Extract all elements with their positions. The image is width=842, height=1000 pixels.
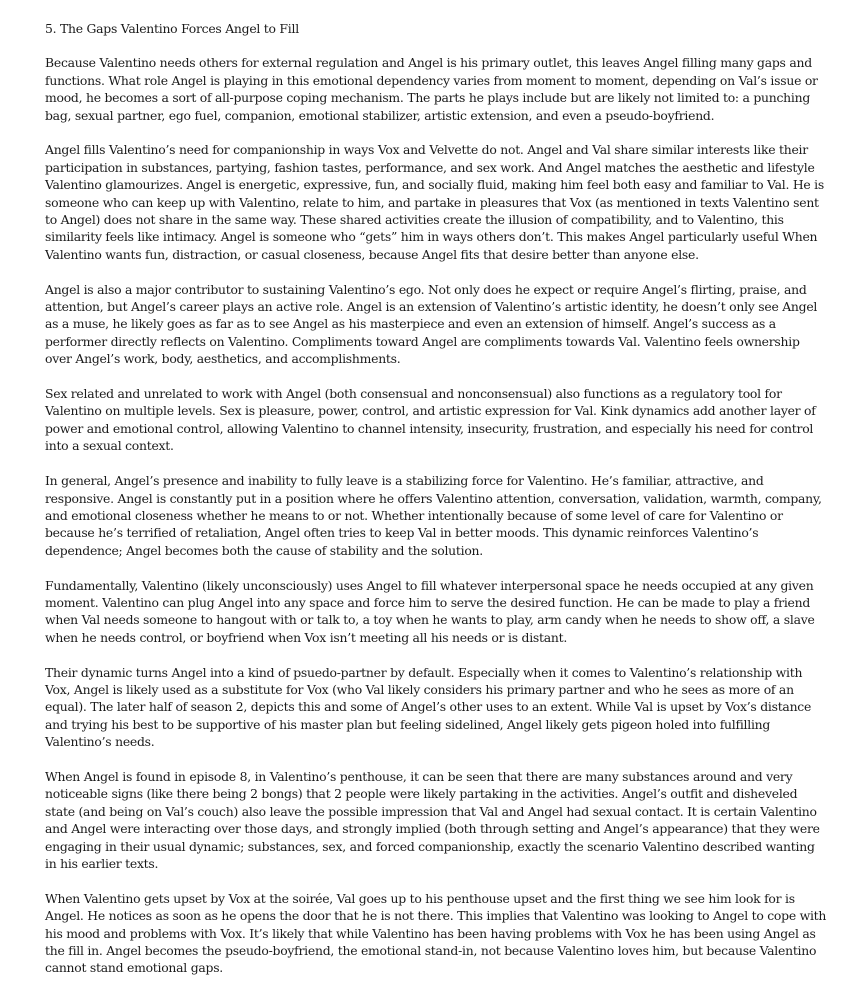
paragraph: Sex related and unrelated to work with Angel (both consensual and nonconsensual) also functions as a regulatory tool for Valentino on multiple levels. Sex is pleasure, power, control, and artistic expression for Val. Kink dynamics add another layer of power and emotional control, allowing Valentino to channel intensity, insecurity, frustration, and especially his need for control into a sexual context. [45, 386, 816, 454]
paragraph: When Angel is found in episode 8, in Valentino’s penthouse, it can be seen that there are many substances around and very noticeable signs (like there being 2 bongs) that 2 people were likely partaking in the activities. Angel’s outfit and disheveled state (and being on Val’s couch) also leave the possible impression that Val and Angel had sexual contact. It is certain Valentino and Angel were interacting over those days, and strongly implied (both through setting and Angel’s appearance) that they were engaging in their usual dynamic; substances, sex, and forced companionship, exactly the scenario Valentino described wanting in his earlier texts. [45, 768, 820, 871]
paragraph: Fundamentally, Valentino (likely unconsciously) uses Angel to fill whatever interpersonal space he needs occupied at any given moment. Valentino can plug Angel into any space and force him to serve the desired function. He can be made to play a friend when Val needs someone to hangout with or talk to, a toy when he wants to play, arm candy when he needs to show off, a slave when he needs control, or boyfriend when Vox isn’t meeting all his needs or is distant. [45, 577, 815, 645]
paragraph: Because Valentino needs others for external regulation and Angel is his primary outlet, this leaves Angel filling many gaps and functions. What role Angel is playing in this emotional dependency varies from moment to moment, depending on Val’s issue or mood, he becomes a sort of all-purpose coping mechanism. The parts he plays include but are likely not limited to: a punching bag, sexual partner, ego fuel, companion, emotional stabilizer, artistic extension, and even a pseudo-boyfriend. [45, 55, 818, 123]
paragraph: Angel is also a major contributor to sustaining Valentino’s ego. Not only does he expect or require Angel’s flirting, praise, and attention, but Angel’s career plays an active role. Angel is an extension of Valentino’s artistic identity, he doesn’t only see Angel as a muse, he likely goes as far as to see Angel as his masterpiece and even an extension of himself. Angel’s success as a performer directly reflects on Valentino. Compliments toward Angel are compliments towards Val. Valentino feels ownership over Angel’s work, body, aesthetics, and accomplishments. [45, 281, 818, 367]
paragraph: In general, Angel’s presence and inability to fully leave is a stabilizing force for Valentino. He’s familiar, attractive, and responsive. Angel is constantly put in a position where he offers Valentino attention, conversation, validation, warmth, company, and emotional closeness whether he means to or not. Whether intentionally because of some level of care for Valentino or because he’s terrified of retaliation, Angel often tries to keep Val in better moods. This dynamic reinforces Valentino’s dependence; Angel becomes both the cause of stability and the solution. [45, 473, 822, 558]
paragraph: Angel fills Valentino’s need for companionship in ways Vox and Velvette do not. Angel and Val share similar interests like their participation in substances, partying, fashion tastes, performance, and sex work. And Angel matches the aesthetic and lifestyle Valentino glamourizes. Angel is energetic, expressive, fun, and socially fluid, making him feel both easy and familiar to Val. He is someone who can keep up with Valentino, relate to him, and partake in pleasures that Vox (as mentioned in texts Valentino sent to Angel) does not share in the same way. These shared activities create the illusion of compatibility, and to Valentino, this similarity feels like intimacy. Angel is someone who “gets” him in ways others don’t. This makes Angel particularly useful When Valentino wants fun, distraction, or casual closeness, because Angel fits that desire better than anyone else. [45, 142, 824, 262]
paragraph: When Valentino gets upset by Vox at the soirée, Val goes up to his penthouse upset and the first thing we see him look for is Angel. He notices as soon as he opens the door that he is not there. This implies that Valentino was looking to Angel to cope with his mood and problems with Vox. It’s likely that while Valentino has been having problems with Vox he has been using Angel as the fill in. Angel becomes the pseudo-boyfriend, the emotional stand-in, not because Valentino loves him, but because Valentino cannot stand emotional gaps. [45, 890, 827, 976]
section-heading: 5. The Gaps Valentino Forces Angel to Fill [45, 21, 299, 36]
paragraph: Their dynamic turns Angel into a kind of psuedo-partner by default. Especially when it comes to Valentino’s relationship with Vox, Angel is likely used as a substitute for Vox (who Val likely considers his primary partner and who he sees as more of an equal). The later half of season 2, depicts this and some of Angel’s other uses to an extent. While Val is upset by Vox’s distance and trying his best to be supportive of his master plan but feeling sidelined, Angel likely gets pigeon holed into fulfilling Valentino’s needs. [45, 664, 812, 750]
